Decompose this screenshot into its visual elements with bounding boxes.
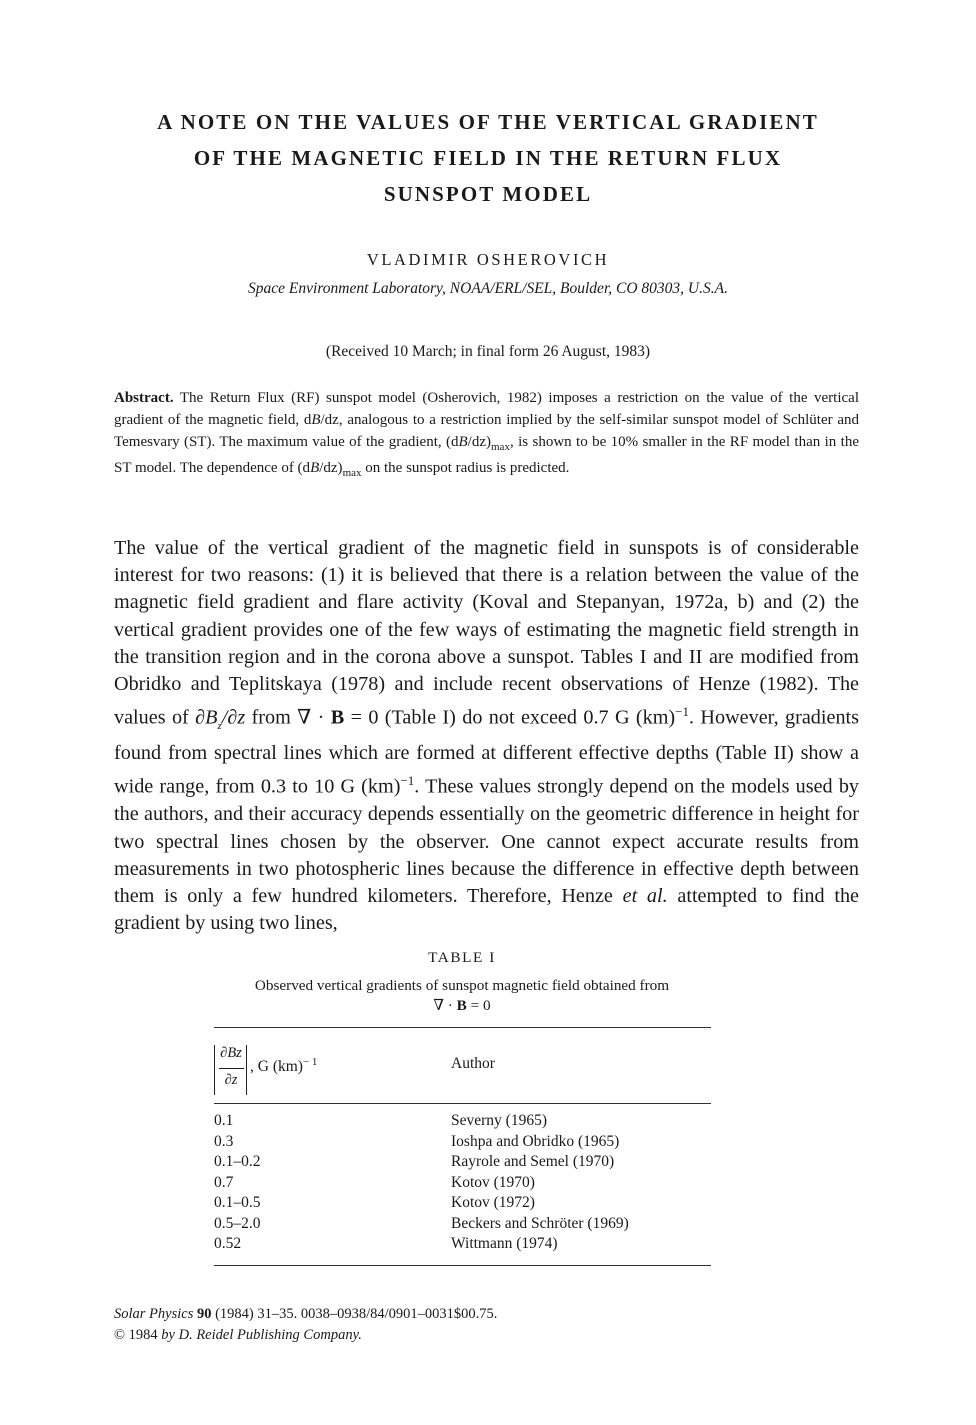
abstract-subscript: max — [491, 440, 510, 453]
table-top-rule — [214, 1027, 711, 1028]
cell-author: Wittmann (1974) — [451, 1235, 558, 1252]
abs-bar — [214, 1045, 215, 1095]
cell-author: Beckers and Schröter (1969) — [451, 1214, 629, 1232]
caption-line: Observed vertical gradients of sunspot magnetic field obtained from — [254, 976, 670, 994]
cell-value: 0.1–0.2 — [214, 1153, 261, 1170]
table-row — [214, 1133, 711, 1154]
body-text: . These values strongly depend on the models used by the authors, and their accuracy depends essentially on the geometric difference in height for two spectral lines chosen by the observer. One cannot expect accurate results from measurements in two photospheric lines because the difference in effective depth between them is only a few hundred kilometers. Therefore, Henze — [114, 776, 860, 907]
cell-value: 0.5–2.0 — [214, 1214, 261, 1232]
math-subscript: z — [217, 719, 222, 732]
table-row — [214, 1194, 711, 1215]
unit-sup: − 1 — [302, 1056, 318, 1068]
abs-bar — [246, 1045, 247, 1095]
fraction-numerator: ∂Bz — [220, 1045, 242, 1061]
cell-value: 0.7 — [214, 1173, 234, 1191]
abstract-text: The Return Flux (RF) sunspot model (Osherovich, 1982) imposes a restriction on the value of the vertical gradient of the magnetic field, d — [114, 390, 859, 428]
unit-text: , G (km) — [250, 1058, 303, 1076]
cell-author: Ioshpa and Obridko (1965) — [451, 1132, 620, 1150]
cell-value: 0.1 — [214, 1112, 234, 1129]
table-row — [214, 1215, 711, 1236]
table-label: TABLE I — [428, 949, 496, 966]
abstract-label: Abstract. — [114, 390, 174, 406]
title-line: A NOTE ON THE VALUES OF THE VERTICAL GRADIENT — [157, 110, 819, 134]
body-paragraph — [114, 535, 859, 937]
body-text: The value of the vertical gradient of the magnetic field in sunspots is of considerable interest for two reasons: (1) it is believed that there is a relation between the value of the magnetic field gradient and flare activity (Koval and Stepanyan, 1972a, b) and (2) the vertical gradient provides one of the few ways of estimating the magnetic field strength in the transition region and in the corona above a sunspot. Tables I and II are modified from Obridko and Teplitskaya (1978) and include recent observations of Henze (1982). The values of — [114, 537, 859, 729]
math-superscript: −1 — [400, 773, 415, 789]
abstract-text: /dz, analogous to a restriction implied by the self-similar sunspot model of Schlüter and Temesvary (ST). The maximum value of the gradient, (d — [114, 411, 859, 450]
etal: et al. — [622, 884, 668, 907]
author-name: VLADIMIR OSHEROVICH — [366, 250, 610, 269]
table-header-author: Author — [451, 1055, 495, 1072]
author-affiliation: Space Environment Laboratory, NOAA/ERL/SEL, Boulder, CO 80303, U.S.A. — [248, 280, 728, 297]
cell-value: 0.1–0.5 — [214, 1194, 261, 1211]
publisher: by D. Reidel Publishing Company. — [161, 1326, 362, 1343]
abstract-text: , is shown to be 10% smaller in the RF model than in the ST model. The dependence of (d — [114, 433, 860, 477]
abstract-var: B — [458, 433, 468, 450]
fraction-denominator: ∂z — [224, 1072, 238, 1088]
body-text: = 0 (Table I) do not exceed 0.7 G (km) — [344, 706, 676, 729]
body-text: . However, gradients found from spectral lines which are formed at different effective depths (Table II) show a wide range, from 0.3 to 10 G (km) — [114, 706, 860, 799]
page-footer — [114, 1304, 497, 1345]
abstract-var: B — [310, 460, 320, 477]
cell-author: Kotov (1970) — [451, 1173, 535, 1191]
cell-value: 0.3 — [214, 1132, 234, 1150]
copyright-line — [114, 1325, 497, 1346]
citation-text: (1984) 31–35. 0038–0938/84/0901–0031$00.75. — [211, 1306, 498, 1322]
journal-name: Solar Physics — [114, 1306, 194, 1322]
table-caption-text — [214, 976, 710, 1017]
abstract-text: /dz) — [319, 460, 343, 477]
fraction-line — [219, 1068, 244, 1069]
abstract-var: B — [311, 411, 321, 428]
copyright-text: © 1984 — [114, 1326, 162, 1343]
journal-volume: 90 — [196, 1306, 212, 1322]
caption-bold-B: B — [456, 997, 467, 1014]
table-header-rule — [214, 1103, 711, 1104]
math-superscript: −1 — [675, 704, 689, 720]
journal-citation — [114, 1304, 497, 1325]
body-text: from ∇ · — [245, 706, 331, 729]
table-caption — [214, 948, 710, 1017]
table-row — [214, 1235, 711, 1256]
body-text: attempted to find the gradient by using two lines, — [114, 884, 859, 935]
caption-nabla: ∇ · — [433, 997, 457, 1014]
abstract-text: on the sunspot radius is predicted. — [361, 460, 570, 477]
math-dz: /∂z — [221, 706, 246, 729]
table-header-gradient — [214, 1043, 434, 1097]
cell-author: Severny (1965) — [451, 1112, 547, 1129]
cell-author: Rayrole and Semel (1970) — [451, 1153, 615, 1170]
title-line: OF THE MAGNETIC FIELD IN THE RETURN FLUX — [193, 146, 783, 170]
header-unit — [250, 1056, 317, 1076]
abstract-text: /dz) — [467, 433, 491, 450]
math-dBz: ∂B — [195, 706, 218, 729]
table-row — [214, 1153, 711, 1174]
abstract — [114, 388, 859, 485]
math-bold-B: B — [330, 706, 345, 729]
cell-author: Kotov (1972) — [451, 1194, 535, 1211]
cell-value: 0.52 — [214, 1235, 242, 1252]
received-date: (Received 10 March; in final form 26 August, 1983) — [325, 343, 651, 360]
table-bottom-rule — [214, 1265, 711, 1266]
table-row — [214, 1174, 711, 1195]
table-row — [214, 1112, 711, 1133]
caption-eq: = 0 — [466, 997, 491, 1014]
paper-title — [100, 104, 876, 212]
abstract-subscript: max — [342, 467, 362, 480]
title-line: SUNSPOT MODEL — [383, 182, 593, 206]
